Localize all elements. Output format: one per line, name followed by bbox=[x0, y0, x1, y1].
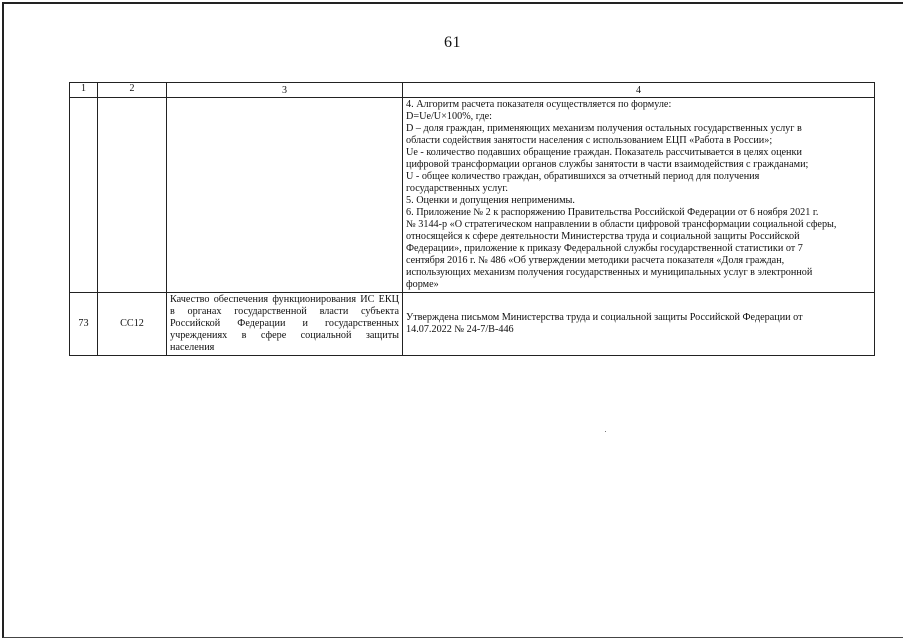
methodology-line: № 3144-р «О стратегическом направлении в области цифровой трансформации социальной сферы, bbox=[406, 219, 837, 230]
row-number: 73 bbox=[70, 293, 98, 356]
indicator-name-line: учреждениях в сфере социальной защиты bbox=[170, 330, 399, 341]
methodology-line: Федерации», приложение к приказу Федеральной службы государственной статистики от 7 bbox=[406, 243, 803, 254]
methodology-line: сентября 2016 г. № 486 «Об утверждении методики расчета показателя «Доля граждан, bbox=[406, 255, 785, 266]
methodology-line: цифровой трансформации органов службы занятости в части взаимодействия с гражданами; bbox=[406, 159, 809, 170]
methodology-line: 6. Приложение № 2 к распоряжению Правительства Российской Федерации от 6 ноября 2021 г. bbox=[406, 207, 819, 218]
cell-empty-num bbox=[70, 98, 98, 293]
methodology-line: U - общее количество граждан, обратившихся за отчетный период для получения bbox=[406, 171, 760, 182]
page-number: 61 bbox=[444, 34, 461, 51]
indicator-table bbox=[69, 82, 875, 356]
indicator-code: СС12 bbox=[98, 293, 167, 356]
table-row-73 bbox=[70, 293, 875, 356]
indicator-name-line: Российской Федерации и государственных bbox=[170, 318, 399, 329]
methodology-line: области содействия занятости населения с использованием ЕЦП «Работа в России»; bbox=[406, 135, 773, 146]
source-line: Утверждена письмом Министерства труда и социальной защиты Российской Федерации от bbox=[406, 312, 803, 323]
methodology-line: использующих механизм получения государственных и муниципальных услуг в электронной bbox=[406, 267, 813, 278]
methodology-line: государственных услуг. bbox=[406, 183, 508, 194]
formula-line: D=Ue/U×100%, где: bbox=[406, 111, 492, 122]
table-row-continued bbox=[70, 98, 875, 293]
header-col-1: 1 bbox=[70, 83, 98, 98]
indicator-name-line: Качество обеспечения функционирования ИС ЕКЦ bbox=[170, 294, 399, 305]
scan-speck bbox=[605, 431, 606, 432]
methodology-line: 4. Алгоритм расчета показателя осуществляется по формуле: bbox=[406, 99, 672, 110]
source-line: 14.07.2022 № 24-7/В-446 bbox=[406, 324, 514, 335]
source-document-cell bbox=[403, 293, 875, 356]
indicator-name-cell bbox=[167, 293, 403, 356]
cell-empty-name bbox=[167, 98, 403, 293]
methodology-line: Ue - количество подавших обращение граждан. Показатель рассчитывается в целях оценки bbox=[406, 147, 802, 158]
methodology-cell bbox=[403, 98, 875, 293]
header-col-4: 4 bbox=[403, 83, 875, 98]
header-col-3: 3 bbox=[167, 83, 403, 98]
methodology-line: форме» bbox=[406, 279, 439, 290]
cell-empty-code bbox=[98, 98, 167, 293]
header-col-2: 2 bbox=[98, 83, 167, 98]
methodology-line: 5. Оценки и допущения неприменимы. bbox=[406, 195, 575, 206]
methodology-line: D – доля граждан, применяющих механизм получения остальных государственных услуг в bbox=[406, 123, 802, 134]
indicator-name-line: населения bbox=[170, 342, 215, 353]
indicator-name-line: в органах государственной власти субъекта bbox=[170, 306, 399, 317]
methodology-line: относящейся к сфере деятельности Министерства труда и социальной защиты Российской bbox=[406, 231, 800, 242]
table-header-row bbox=[70, 83, 875, 98]
